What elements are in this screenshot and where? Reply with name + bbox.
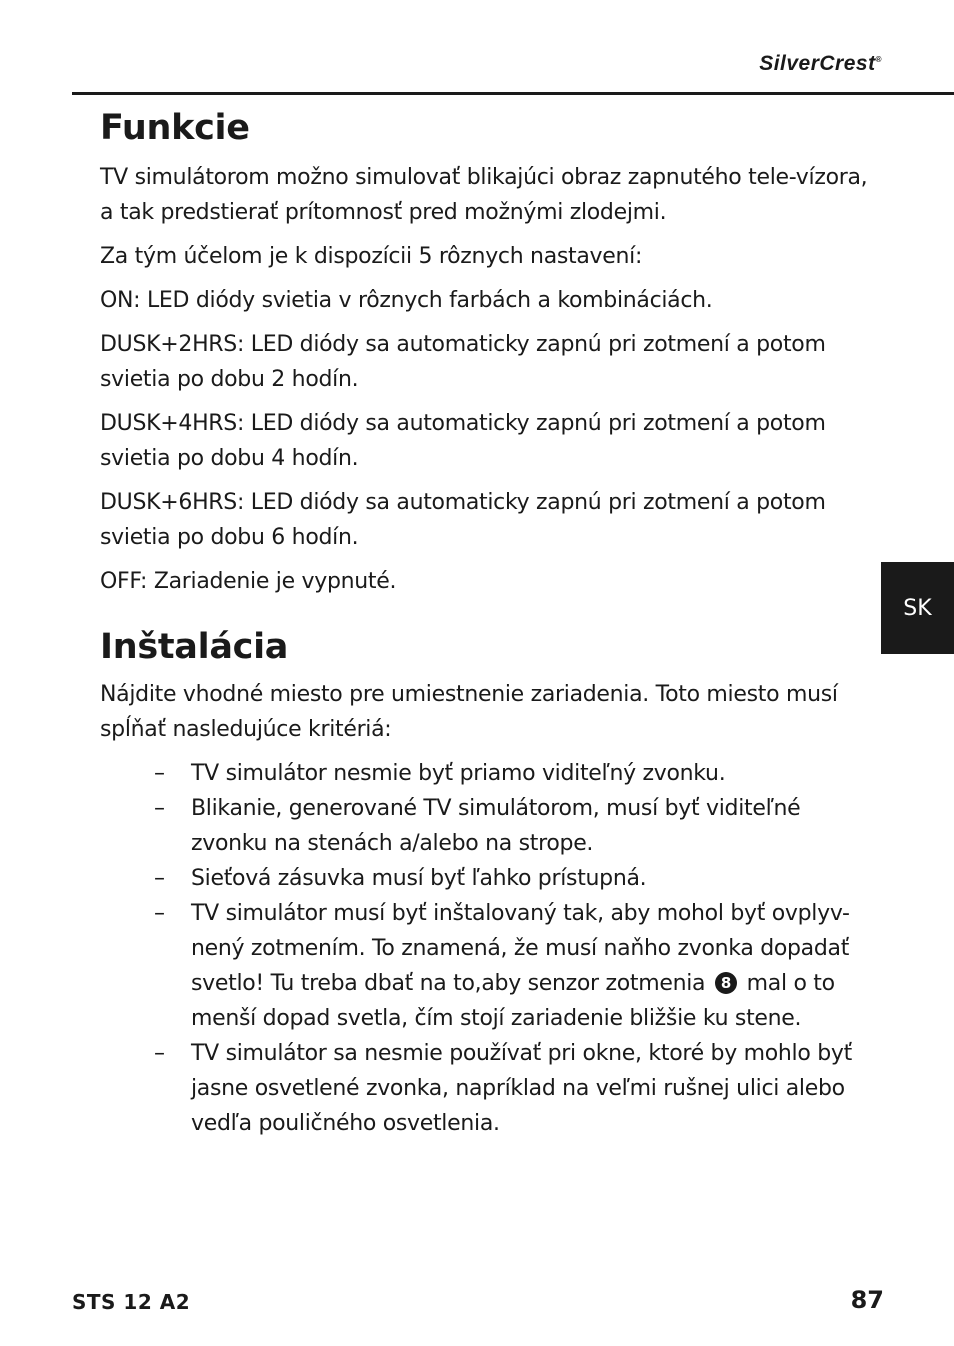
functions-paragraph-dusk4: DUSK+4HRS: LED diódy sa automaticky zapnú pri zotmení a potom svietia po dobu 4 hodín. (100, 411, 826, 471)
list-item (100, 791, 880, 861)
functions-paragraph-2: Za tým účelom je k dispozícii 5 rôznych nastavení: (100, 244, 643, 269)
page-content (100, 104, 880, 1141)
header-rule (72, 92, 954, 95)
functions-paragraph-off: OFF: Zariadenie je vypnuté. (100, 569, 397, 594)
bullet-dash: – (154, 901, 165, 926)
list-item-text: Sieťová zásuvka musí byť ľahko prístupná. (191, 866, 647, 891)
section-title-functions: Funkcie (100, 108, 250, 148)
list-item (100, 896, 880, 1036)
list-item-text-tail: mal o to menší dopad svetla, čím stojí zariadenie bližšie ku stene. (191, 971, 835, 1031)
bullet-dash: – (154, 866, 165, 891)
functions-paragraph-on: ON: LED diódy svietia v rôznych farbách a kombináciách. (100, 288, 713, 313)
page-number: 87 (850, 1286, 884, 1314)
brand-name: SilverCrest (759, 52, 876, 75)
bullet-dash: – (154, 1041, 165, 1066)
footer-model: STS 12 A2 (72, 1290, 191, 1314)
registered-mark: ® (875, 55, 882, 64)
bullet-dash: – (154, 796, 165, 821)
list-item-text: TV simulátor sa nesmie používať pri okne, ktoré by mohlo byť jasne osvetlené zvonka, napríklad na veľmi rušnej ulici alebo vedľa pouličného osvetlenia. (191, 1041, 852, 1136)
bullet-dash: – (154, 761, 165, 786)
functions-paragraph-dusk6: DUSK+6HRS: LED diódy sa automaticky zapnú pri zotmení a potom svietia po dobu 6 hodín. (100, 490, 826, 550)
section-title-installation: Inštalácia (100, 627, 289, 667)
language-tab (881, 562, 954, 654)
list-item-text: TV simulátor musí byť inštalovaný tak, aby mohol byť ovplyv-nený zotmením. To znamená, že musí naňho zvonka dopadať svetlo! Tu treba dbať na to,aby senzor zotmenia (191, 901, 850, 996)
reference-number-badge: 8 (715, 972, 737, 994)
installation-intro: Nájdite vhodné miesto pre umiestnenie zariadenia. Toto miesto musí spĺňať nasledujúce kritériá: (100, 682, 838, 742)
list-item-text: TV simulátor nesmie byť priamo viditeľný zvonku. (191, 761, 726, 786)
functions-paragraph-dusk2: DUSK+2HRS: LED diódy sa automaticky zapnú pri zotmení a potom svietia po dobu 2 hodín. (100, 332, 826, 392)
list-item (100, 861, 880, 896)
list-item-text: Blikanie, generované TV simulátorom, musí byť viditeľné zvonku na stenách a/alebo na strope. (191, 796, 801, 856)
list-item (100, 756, 880, 791)
language-tab-label: SK (903, 595, 932, 621)
list-item (100, 1036, 880, 1141)
functions-paragraph-1: TV simulátorom možno simulovať blikajúci obraz zapnutého tele-vízora, a tak predstierať prítomnosť pred možnými zlodejmi. (100, 165, 868, 225)
installation-criteria-list (100, 756, 880, 1141)
brand-logo (759, 52, 882, 76)
